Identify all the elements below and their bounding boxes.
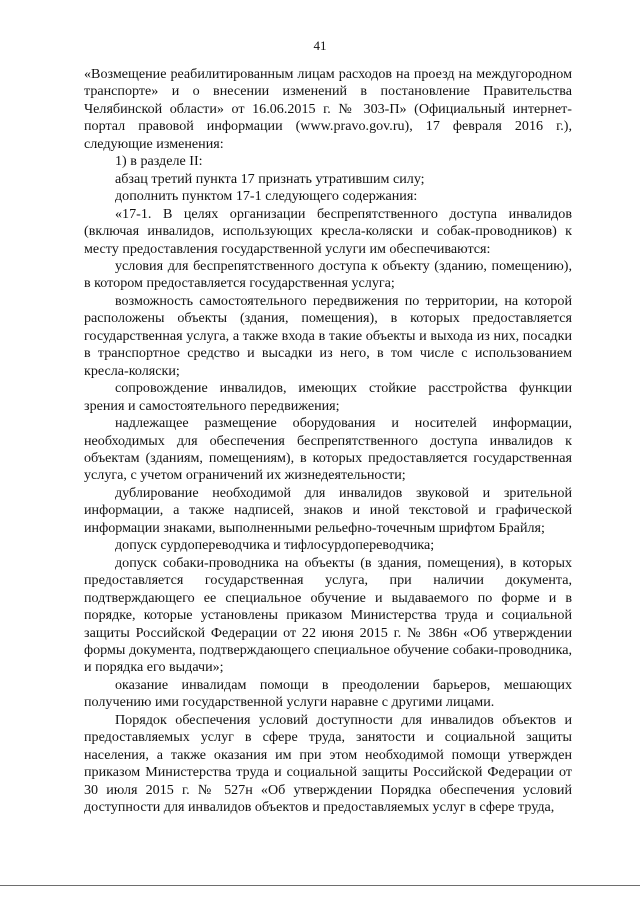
paragraph-assistance: оказание инвалидам помощи в преодолении барьеров, мешающих получению ими государственной услуги наравне с другими лицами.	[84, 676, 572, 711]
paragraph-continuation: «Возмещение реабилитированным лицам расходов на проезд на междугородном транспорте» и о внесении изменений в постановление Правительства Челябинской области» от 16.06.2015 г. № 303-П» (Официальный интернет-портал правовой информации (www.pravo.gov.ru), 17 февраля 2016 г.), следующие изменения:	[84, 66, 572, 152]
paragraph-equipment: надлежащее размещение оборудования и носителей информации, необходимых для обеспечения беспрепятственного доступа инвалидов к объектам (зданиям, помещениям), в которых предоставляется государственная услуга, с учетом ограничений их жизнедеятельности;	[84, 415, 572, 484]
paragraph-movement: возможность самостоятельного передвижения по территории, на которой расположены объекты (здания, помещения), в которых предоставляется государственная услуга, а также входа в такие объекты и выхода из них, посадки в транспортное средство и высадки из него, в том числе с использованием кресла-коляски;	[84, 292, 572, 379]
paragraph-escort: сопровождение инвалидов, имеющих стойкие расстройства функции зрения и самостоятельного передвижения;	[84, 380, 572, 414]
paragraph-interpreter: допуск сурдопереводчика и тифлосурдопереводчика;	[115, 537, 435, 554]
page-number: 41	[313, 38, 327, 53]
scan-edge-line	[0, 885, 640, 886]
document-body	[84, 66, 572, 816]
paragraph-add-point-17-1: дополнить пунктом 17-1 следующего содержания:	[115, 188, 418, 205]
paragraph-point-17-abolish: абзац третий пункта 17 признать утратившим силу;	[115, 170, 425, 187]
paragraph-guide-dog: допуск собаки-проводника на объекты (в здания, помещения), в которых предоставляется государственная услуга, при наличии документа, подтверждающего ее специальное обучение и выдаваемого по форме и в порядке, которые установлены приказом Министерства труда и социальной защиты Российской Федерации от 22 июня 2015 г. № 386н «Об утверждении формы документа, подтверждающего специальное обучение собаки-проводника, и порядка его выдачи»;	[84, 554, 572, 676]
paragraph-access-conditions: условия для беспрепятственного доступа к объекту (зданию, помещению), в котором предоставляется государственная услуга;	[84, 257, 572, 292]
paragraph-procedure: Порядок обеспечения условий доступности для инвалидов объектов и предоставляемых услуг в сфере труда, занятости и социальной защиты населения, а также оказания им при этом необходимой помощи утвержден приказом Министерства труда и социальной защиты Российской Федерации от 30 июля 2015 г. № 527н «Об утверждении Порядка обеспечения условий доступности для инвалидов объектов и предоставляемых услуг в сфере труда,	[84, 711, 572, 816]
paragraph-point-17-1: «17-1. В целях организации беспрепятственного доступа инвалидов (включая инвалидов, использующих кресла-коляски и собак-проводников) к месту предоставления государственной услуги им обеспечиваются:	[84, 205, 572, 257]
paragraph-section-ii: 1) в разделе II:	[115, 153, 203, 170]
paragraph-braille: дублирование необходимой для инвалидов звуковой и зрительной информации, а также надписей, знаков и иной текстовой и графической информации знаками, выполненными рельефно-точечным шрифтом Брайля;	[84, 484, 572, 536]
